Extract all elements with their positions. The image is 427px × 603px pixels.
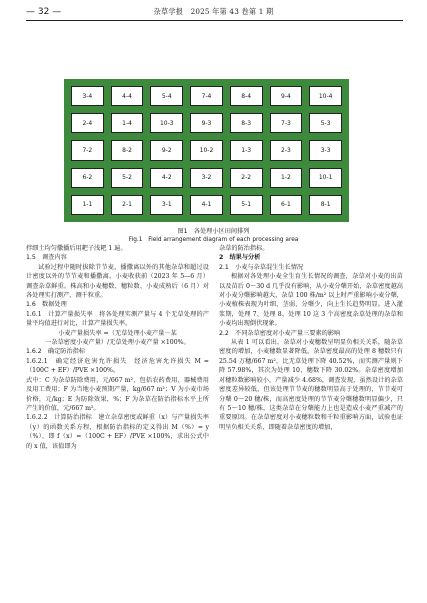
plot-cell: 5-4 — [150, 86, 183, 106]
section-heading: 1.6 数据处理 — [26, 301, 67, 309]
paragraph: 1.6.1 计算产量损失率 将各处理实测产量与 4 个无草处理的产量平均值进行对比，计算产量损失率。 — [26, 310, 209, 328]
right-column — [219, 244, 403, 432]
plot-cell: 1-2 — [270, 168, 303, 188]
plot-cell: 3-3 — [309, 140, 342, 160]
plot-cell: 8-3 — [230, 113, 263, 133]
section-heading: 2 结果与分析 — [219, 254, 261, 262]
field-plot-diagram — [64, 79, 349, 222]
plot-cell: 10-4 — [309, 86, 342, 106]
formula-line: 一杂草密度小麦产量）/无草处理小麦产量 ×100%。 — [45, 339, 190, 347]
plot-cell: 7-3 — [270, 113, 303, 133]
paragraph: 式中：C 为杂草防除费用，元/667 m²，包括农药费用、器械费用及用工费用；F 为当地小麦预期产量，kg/667 m²；V 为小麦市场价格，元/kg；E 为防除效果，%；F 为杂草在防治指标水平上所产生的价值，元/667 m²。 — [26, 376, 209, 412]
plot-cell: 2-2 — [230, 168, 263, 188]
plot-cell: 8-4 — [230, 86, 263, 106]
plot-cell: 5-1 — [230, 195, 263, 215]
page-number: — 32 — — [26, 7, 62, 17]
paragraph: 1.6.2.1 确定经济危害允许损失 经济危害允许损失 M =（100C + EF）/PVE ×100%。 — [26, 357, 209, 375]
plot-cell: 10-1 — [309, 168, 342, 188]
plot-cell: 9-4 — [270, 86, 303, 106]
plot-cell: 2-3 — [270, 140, 303, 160]
plot-cell: 1-4 — [111, 113, 144, 133]
paragraph: 从表 1 可以看出，杂草对小麦穗数呈明显负相关关系，随杂草密度的增加，小麦穗数显著降低，杂草密度最高的处理 8 穗数只有 25.54 万穗/667 m²，比无草处理下降 40.52%，而实测产量则下降 57.98%，其次为处理 10，穗数下降 30.02%。杂草密度增加对穗粒数影响较小，产量减少 4.68%，调查发现，虽然设计的杂草密度差异较低，但该处理节节麦的穗数明显高于处理的，节节麦可分蘖 0～20 穗/株，而高密度处理的节节麦分蘖穗数明显偏少，只有 5～10 穗/株，这类杂草在分蘖能力上也是造成小麦严重减产的重要原因。在杂草密度对小麦穗粒数和千粒重影响方面，试验也证明呈负相关关系，即随着杂草密度的增加， — [219, 339, 403, 431]
figure-caption-en: Fig.1 Field arrangement diagram of each processing area — [128, 237, 299, 243]
plot-cell: 5-2 — [111, 168, 144, 188]
plot-cell: 10-3 — [150, 113, 183, 133]
plot-cell: 3-2 — [190, 168, 223, 188]
plot-cell: 9-3 — [190, 113, 223, 133]
plot-cell: 3-1 — [150, 195, 183, 215]
paragraph: 杂草的防治指标。 — [219, 245, 269, 252]
paragraph: 根据对各处理小麦全生育生长情况的调查，杂草对小麦的出苗以及苗后 0～30 d 几乎没有影响，从小麦分蘖开始，杂草密度越高对小麦分蘖影响越大，杂草 100 株/m² 以上时严重影响小麦分蘖，小麦植株表现为叶细、茎弱、分蘖少，向上生长趋势明显。进入灌浆期，处理 7、处理 8、处理 10 这 3 个高密度杂草处理的杂草和小麦均出现倒伏现象。 — [219, 273, 403, 328]
plot-cell: 8-2 — [111, 140, 144, 160]
plot-cell: 4-1 — [190, 195, 223, 215]
plot-cell: 7-2 — [71, 140, 104, 160]
plot-cell: 6-2 — [71, 168, 104, 188]
plot-cell: 8-1 — [309, 195, 342, 215]
header-rule — [26, 20, 403, 21]
section-heading: 2.1 小麦与杂草混生生长情况 — [219, 263, 304, 271]
plot-cell: 3-4 — [71, 86, 104, 106]
plot-cell: 2-4 — [71, 113, 104, 133]
figure-caption-cn: 图1 各处理小区田间排列 — [177, 228, 250, 235]
left-column — [26, 244, 209, 451]
plot-cell: 6-1 — [270, 195, 303, 215]
paragraph: 拌细土均匀撒播后用耙子浅耙 1 遍。 — [26, 245, 127, 252]
journal-title: 杂草学报 2025 年第 43 卷第 1 期 — [153, 7, 274, 16]
formula-line: 小麦产量损失率 =（无草处理小麦产量－某 — [58, 329, 177, 337]
paragraph: 1.6.2.2 计算防治指标 建立杂草密度或鲜重（x）与产量损失率（y）的函数关系方程，根据防治指标的定义得出 M（%）= y（%），即 f（x）=（100C + EF）/PVE ×100%，求出公式中的 x 值，该值即为 — [26, 414, 209, 450]
section-heading: 1.5 调查内容 — [26, 254, 67, 262]
plot-cell: 5-3 — [309, 113, 342, 133]
plot-cell: 1-3 — [230, 140, 263, 160]
plot-cell: 7-4 — [190, 86, 223, 106]
section-heading: 2.2 不同杂草密度对小麦产量三要素的影响 — [219, 329, 341, 337]
paragraph: 试验过程中随时拔除节节麦、播撒离以外的其他杂草和超过设计密度以外的节节麦和播撒离。小麦收获前（2023 年 5—6 月）调查杂草鲜重。株高和小麦穗数、穗粒数、小麦成熟后（6 月）对各处理实打测产、测千粒重。 — [26, 263, 209, 300]
plot-cell: 9-2 — [150, 140, 183, 160]
page-header — [0, 0, 427, 22]
plot-cell: 4-4 — [111, 86, 144, 106]
plot-cell: 1-1 — [71, 195, 104, 215]
plot-cell: 10-2 — [190, 140, 223, 160]
plot-cell: 4-2 — [150, 168, 183, 188]
section-heading: 1.6.2 确定防治指标 — [26, 348, 86, 356]
plot-cell: 2-1 — [111, 195, 144, 215]
